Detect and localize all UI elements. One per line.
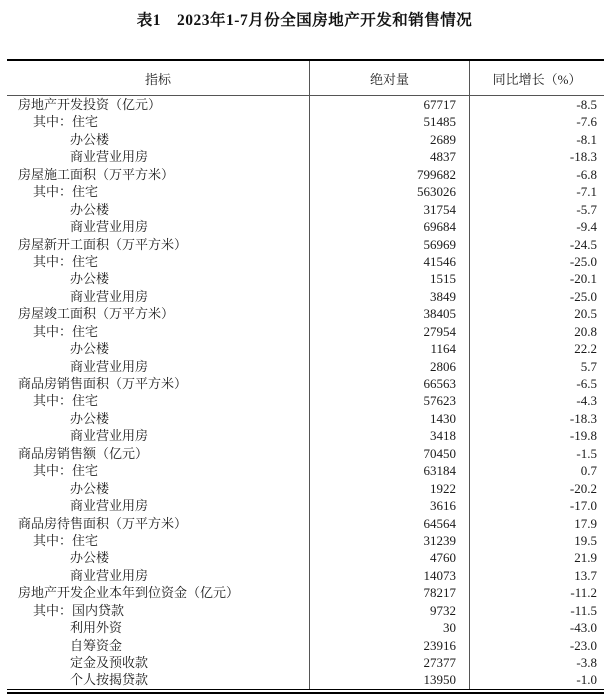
growth-cell: -8.5 [576, 97, 597, 112]
absolute-cell: 563026 [310, 183, 470, 200]
absolute-cell: 57623 [310, 392, 470, 409]
indicator-cell: 商品房销售额（亿元） [7, 445, 310, 462]
absolute-cell: 70450 [310, 445, 470, 462]
indicator-cell: 其中：国内贷款 [7, 602, 310, 619]
indicator-cell: 商业营业用房 [7, 288, 310, 305]
absolute-cell: 38405 [310, 305, 470, 322]
absolute-cell: 3616 [310, 497, 470, 514]
table-row [7, 497, 604, 514]
indicator-cell: 房地产开发企业本年到位资金（亿元） [7, 584, 310, 601]
growth-cell: -18.3 [569, 410, 597, 426]
indicator-cell: 房屋竣工面积（万平方米） [7, 305, 310, 322]
table-row [7, 445, 604, 462]
table-row [7, 549, 604, 566]
indicator-cell: 商业营业用房 [7, 427, 310, 444]
absolute-cell: 13950 [310, 671, 470, 688]
growth-cell: 20.8 [574, 323, 597, 339]
indicator-cell: 个人按揭贷款 [7, 671, 310, 688]
table-row [7, 218, 604, 235]
indicator-cell: 其中：住宅 [7, 183, 310, 200]
header-yoy-growth: 同比增长（%） [492, 71, 582, 87]
indicator-cell: 自筹资金 [7, 637, 310, 654]
indicator-cell: 办公楼 [7, 549, 310, 566]
absolute-cell: 2689 [310, 131, 470, 148]
absolute-cell: 23916 [310, 637, 470, 654]
header-indicator: 指标 [7, 61, 310, 95]
table-row [7, 480, 604, 497]
absolute-cell: 27954 [310, 323, 470, 340]
table-row [7, 375, 604, 392]
indicator-cell: 商品房销售面积（万平方米） [7, 375, 310, 392]
table-row [7, 96, 604, 113]
absolute-cell: 51485 [310, 113, 470, 130]
indicator-cell: 其中：住宅 [7, 113, 310, 130]
absolute-cell: 31754 [310, 201, 470, 218]
indicator-cell: 办公楼 [7, 340, 310, 357]
table-row [7, 288, 604, 305]
absolute-cell: 30 [310, 619, 470, 636]
growth-cell: 20.5 [574, 306, 597, 322]
table-row [7, 340, 604, 357]
absolute-cell: 1430 [310, 410, 470, 427]
table-row [7, 166, 604, 183]
table-header-row [7, 61, 604, 96]
indicator-cell: 办公楼 [7, 131, 310, 148]
table-row [7, 515, 604, 532]
indicator-cell: 房地产开发投资（亿元） [7, 96, 310, 113]
growth-cell: -24.5 [569, 236, 597, 252]
absolute-cell: 56969 [310, 236, 470, 253]
growth-cell: -1.0 [576, 672, 597, 688]
absolute-cell: 1515 [310, 270, 470, 287]
table-row [7, 462, 604, 479]
table-row [7, 270, 604, 287]
indicator-cell: 商业营业用房 [7, 218, 310, 235]
absolute-cell: 3849 [310, 288, 470, 305]
absolute-cell: 66563 [310, 375, 470, 392]
table-row [7, 358, 604, 375]
indicator-cell: 其中：住宅 [7, 253, 310, 270]
growth-cell: -43.0 [569, 620, 597, 636]
indicator-cell: 办公楼 [7, 201, 310, 218]
absolute-cell: 41546 [310, 253, 470, 270]
growth-cell: 21.9 [574, 550, 597, 566]
absolute-cell: 31239 [310, 532, 470, 549]
absolute-cell: 14073 [310, 567, 470, 584]
absolute-cell: 78217 [310, 584, 470, 601]
growth-cell: -4.3 [576, 393, 597, 409]
header-absolute-value: 绝对量 [310, 61, 470, 95]
indicator-cell: 办公楼 [7, 480, 310, 497]
growth-cell: 13.7 [574, 567, 597, 583]
table-row [7, 619, 604, 636]
absolute-cell: 4760 [310, 549, 470, 566]
absolute-cell: 2806 [310, 358, 470, 375]
growth-cell: -8.1 [576, 131, 597, 147]
absolute-cell: 27377 [310, 654, 470, 671]
growth-cell: -6.5 [576, 376, 597, 391]
absolute-cell: 67717 [310, 96, 470, 113]
indicator-cell: 办公楼 [7, 410, 310, 427]
absolute-cell: 4837 [310, 148, 470, 165]
growth-cell: 22.2 [574, 341, 597, 357]
absolute-cell: 799682 [310, 166, 470, 183]
growth-cell: -11.5 [570, 602, 597, 618]
table-row [7, 305, 604, 322]
table-row [7, 183, 604, 200]
table-row [7, 602, 604, 619]
absolute-cell: 3418 [310, 427, 470, 444]
growth-cell: -20.2 [569, 480, 597, 496]
absolute-cell: 69684 [310, 218, 470, 235]
indicator-cell: 商品房待售面积（万平方米） [7, 515, 310, 532]
table-row [7, 567, 604, 584]
table-row [7, 236, 604, 253]
indicator-cell: 其中：住宅 [7, 462, 310, 479]
growth-cell: -18.3 [569, 149, 597, 165]
indicator-cell: 其中：住宅 [7, 323, 310, 340]
growth-cell: -7.6 [576, 114, 597, 130]
growth-cell: -6.8 [576, 166, 597, 182]
indicator-cell: 房屋施工面积（万平方米） [7, 166, 310, 183]
indicator-cell: 商业营业用房 [7, 497, 310, 514]
growth-cell: -25.0 [569, 288, 597, 304]
table-row [7, 427, 604, 444]
growth-cell: -17.0 [569, 498, 597, 514]
indicator-cell: 商业营业用房 [7, 358, 310, 375]
table-row [7, 392, 604, 409]
growth-cell: 19.5 [574, 532, 597, 548]
table-title: 表1 2023年1-7月份全国房地产开发和销售情况 [136, 12, 473, 29]
growth-cell: -5.7 [576, 201, 597, 217]
table-row [7, 532, 604, 549]
table-row [7, 253, 604, 270]
growth-cell: -23.0 [569, 637, 597, 653]
absolute-cell: 63184 [310, 462, 470, 479]
absolute-cell: 1164 [310, 340, 470, 357]
table-row [7, 671, 604, 688]
growth-cell: 5.7 [580, 358, 597, 374]
table-row [7, 131, 604, 148]
table-row [7, 410, 604, 427]
indicator-cell: 定金及预收款 [7, 654, 310, 671]
growth-cell: -20.1 [569, 271, 597, 287]
table-row [7, 201, 604, 218]
table-row [7, 584, 604, 601]
statistics-table [7, 59, 604, 694]
absolute-cell: 1922 [310, 480, 470, 497]
indicator-cell: 房屋新开工面积（万平方米） [7, 236, 310, 253]
indicator-cell: 商业营业用房 [7, 567, 310, 584]
table-row [7, 148, 604, 165]
growth-cell: -19.8 [569, 428, 597, 444]
indicator-cell: 其中：住宅 [7, 392, 310, 409]
growth-cell: 0.7 [580, 463, 597, 479]
table-body [7, 96, 604, 690]
growth-cell: -7.1 [576, 184, 597, 200]
absolute-cell: 9732 [310, 602, 470, 619]
indicator-cell: 利用外资 [7, 619, 310, 636]
growth-cell: 17.9 [574, 515, 597, 531]
growth-cell: -25.0 [569, 253, 597, 269]
indicator-cell: 商业营业用房 [7, 148, 310, 165]
indicator-cell: 办公楼 [7, 270, 310, 287]
growth-cell: -3.8 [576, 655, 597, 670]
table-row [7, 323, 604, 340]
table-row [7, 113, 604, 130]
growth-cell: -11.2 [570, 585, 597, 601]
indicator-cell: 其中：住宅 [7, 532, 310, 549]
growth-cell: -9.4 [576, 219, 597, 235]
growth-cell: -1.5 [576, 445, 597, 461]
absolute-cell: 64564 [310, 515, 470, 532]
table-row [7, 654, 604, 671]
table-row [7, 637, 604, 654]
